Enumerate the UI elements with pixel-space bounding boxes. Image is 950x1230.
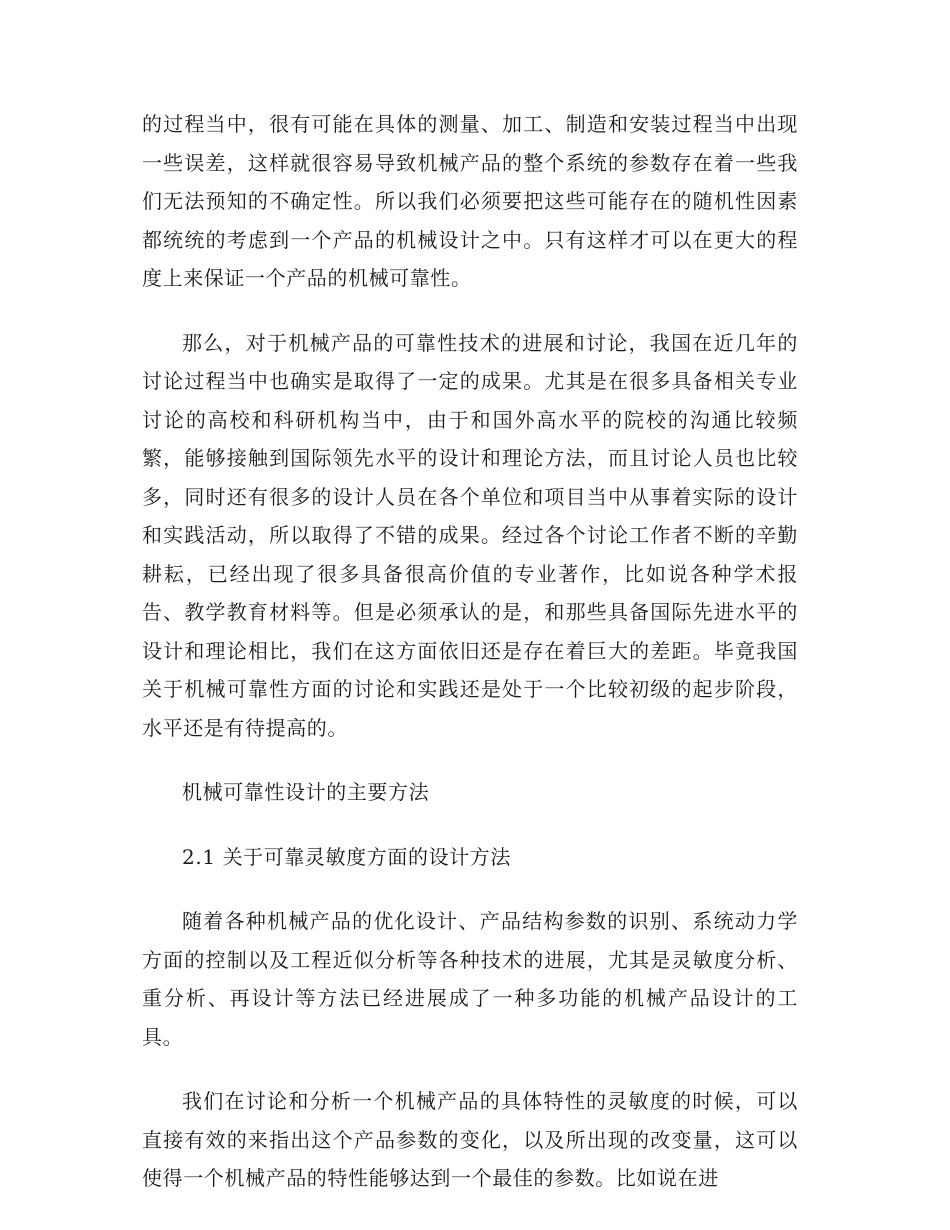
paragraph-sensitivity-tools: 随着各种机械产品的优化设计、产品结构参数的识别、系统动力学方面的控制以及工程近似分析等各种技术的进展，尤其是灵敏度分析、重分析、再设计等方法已经进展成了一种多功能的机械产品设计的工具。 (142, 909, 798, 1049)
paragraph-research-progress: 那么，对于机械产品的可靠性技术的进展和讨论，我国在近几年的讨论过程当中也确实是取得了一定的成果。尤其是在很多具备相关专业讨论的高校和科研机构当中，由于和国外高水平的院校的沟通比较频繁，能够接触到国际领先水平的设计和理论方法，而且讨论人员也比较多，同时还有很多的设计人员在各个单位和项目当中从事着实际的设计和实践活动，所以取得了不错的成果。经过各个讨论工作者不断的辛勤耕耘，已经出现了很多具备很高价值的专业著作，比如说各种学术报告、教学教育材料等。但是必须承认的是，和那些具备国际先进水平的设计和理论相比，我们在这方面依旧还是存在着巨大的差距。毕竟我国关于机械可靠性方面的讨论和实践还是处于一个比较初级的起步阶段，水平还是有待提高的。 (142, 330, 798, 740)
subsection-heading: 2.1 关于可靠灵敏度方面的设计方法 (182, 844, 511, 869)
document-page (142, 105, 798, 1224)
paragraph-sensitivity-analysis: 我们在讨论和分析一个机械产品的具体特性的灵敏度的时候，可以直接有效的来指出这个产品参数的变化，以及所出现的改变量，这可以使得一个机械产品的特性能够达到一个最佳的参数。比如说在进 (142, 1089, 798, 1190)
section-heading: 机械可靠性设计的主要方法 (182, 780, 430, 804)
paragraph-continuation: 的过程当中，很有可能在具体的测量、加工、制造和安装过程当中出现一些误差，这样就很容易导致机械产品的整个系统的参数存在着一些我们无法预知的不确定性。所以我们必须要把这些可能存在的随机性因素都统统的考虑到一个产品的机械设计之中。只有这样才可以在更大的程度上来保证一个产品的机械可靠性。 (142, 112, 798, 290)
